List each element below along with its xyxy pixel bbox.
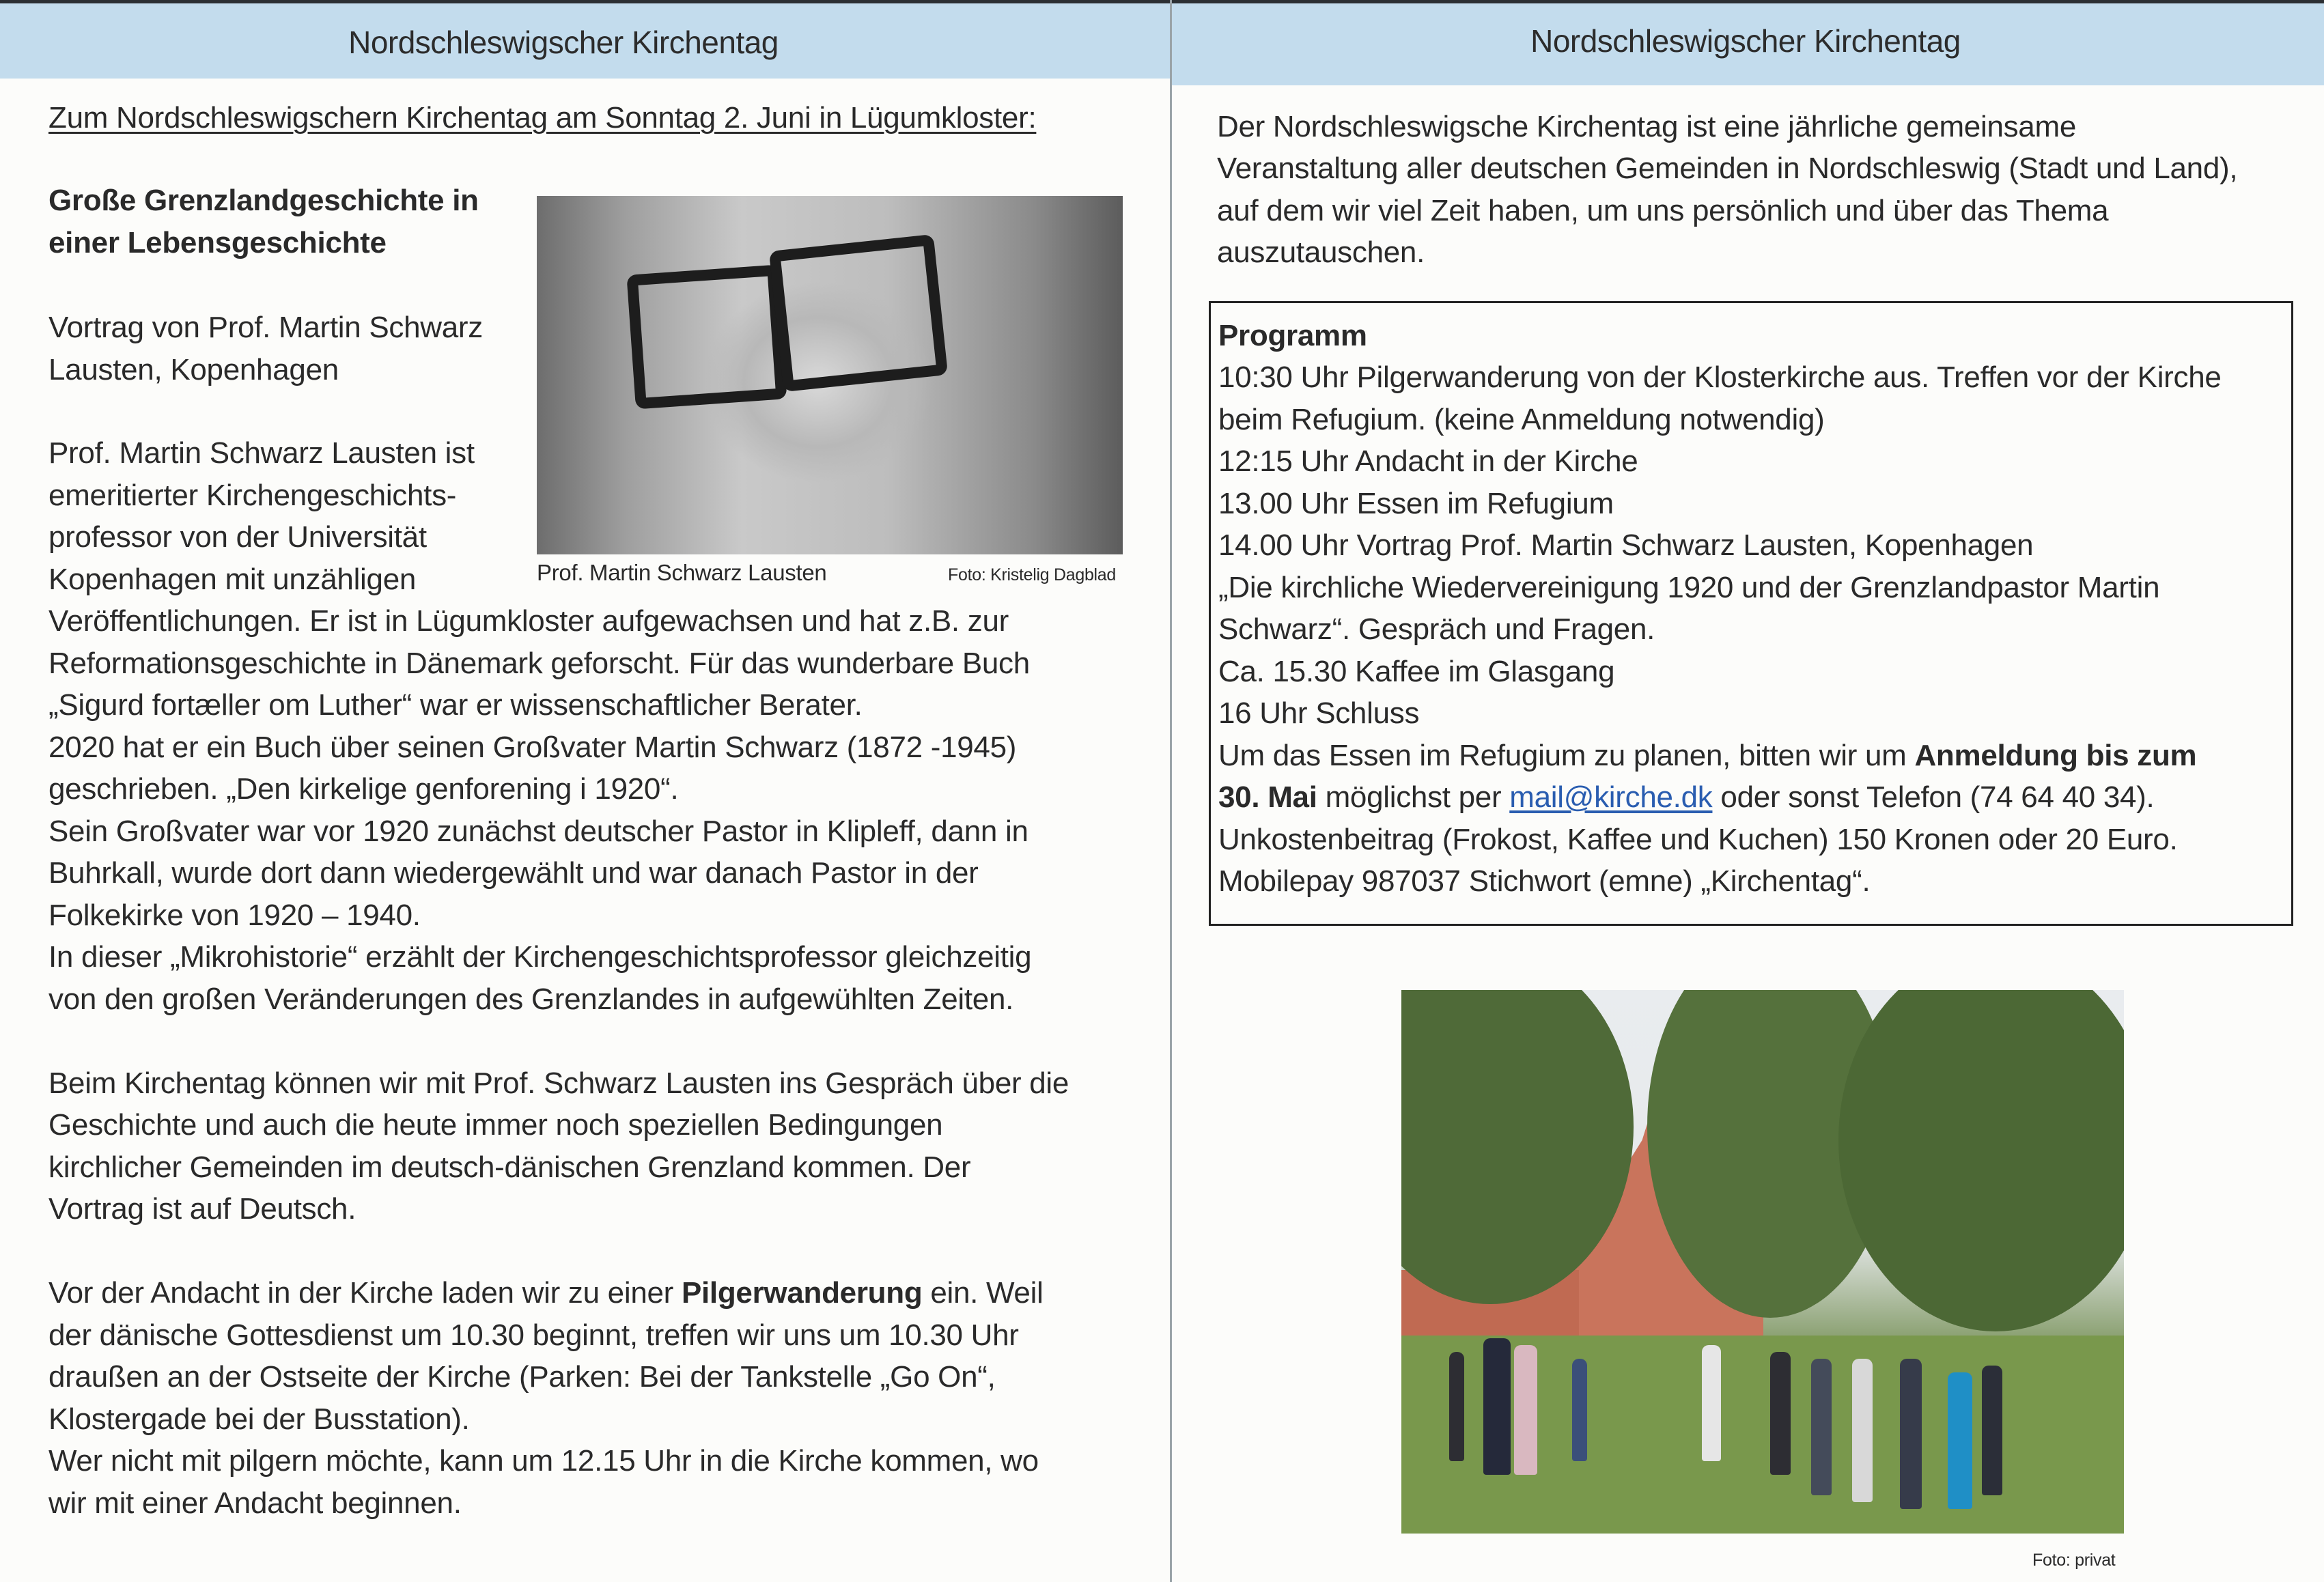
kirchentag-line: Vortrag ist auf Deutsch. [48, 1192, 356, 1226]
bio-line: In dieser „Mikrohistorie“ erzählt der Kirchengeschichtsprofessor gleichzeitig [48, 940, 1032, 974]
person [1982, 1366, 2002, 1495]
bio-line: „Sigurd fortæller om Luther“ war er wissenschaftlicher Berater. [48, 688, 863, 722]
bio-line: Reformationsgeschichte in Dänemark geforscht. Für das wunderbare Buch [48, 647, 1030, 680]
bio-line: Folkekirke von 1920 – 1940. [48, 899, 421, 932]
intro-line: auszutauschen. [1217, 236, 1425, 269]
mobilepay-line: Mobilepay 987037 Stichwort (emne) „Kirchentag“. [1218, 864, 1871, 898]
registration-phone: oder sonst Telefon (74 64 40 34). [1712, 780, 2155, 814]
bio-line: Buhrkall, wurde dort dann wiedergewählt und war danach Pastor in der [48, 856, 979, 890]
person [1852, 1359, 1873, 1502]
left-page [0, 3, 1171, 1582]
program-line: „Die kirchliche Wiedervereinigung 1920 und der Grenzlandpastor Martin [1218, 571, 2160, 604]
registration-line-1 [1218, 735, 2196, 777]
intro-heading: Zum Nordschleswigschern Kirchentag am Sonntag 2. Juni in Lügumkloster: [48, 101, 1037, 135]
person [1483, 1338, 1511, 1475]
program-line: Schwarz“. Gespräch und Fragen. [1218, 612, 1655, 646]
registration-text: Um das Essen im Refugium zu planen, bitten wir um [1218, 739, 1915, 772]
registration-date: 30. Mai [1218, 780, 1317, 814]
pilgrim-line: draußen an der Ostseite der Kirche (Parken: Bei der Tankstelle „Go On“, [48, 1360, 996, 1394]
portrait-caption: Prof. Martin Schwarz Lausten [537, 560, 827, 585]
kirchentag-line: Beim Kirchentag können wir mit Prof. Schwarz Lausten ins Gespräch über die [48, 1067, 1069, 1100]
bio-line: geschrieben. „Den kirkelige genforening i 1920“. [48, 772, 679, 806]
pilgrim-line: wir mit einer Andacht beginnen. [48, 1486, 462, 1520]
cost-line: Unkostenbeitrag (Frokost, Kaffee und Kuchen) 150 Kronen oder 20 Euro. [1218, 823, 2178, 856]
person [1514, 1345, 1537, 1475]
person [1900, 1359, 1922, 1509]
email-link[interactable]: mail@kirche.dk [1509, 780, 1713, 814]
church-group-photo [1401, 990, 2124, 1534]
glasses-left-lens [626, 264, 787, 409]
program-line: 16 Uhr Schluss [1218, 696, 1420, 730]
pilgrim-line-1 [48, 1272, 1044, 1314]
intro-line: auf dem wir viel Zeit haben, um uns persönlich und über das Thema [1217, 194, 2109, 227]
tree-right [1838, 990, 2124, 1331]
registration-line-2 [1218, 776, 2154, 819]
right-header-title: Nordschleswigscher Kirchentag [1530, 23, 1961, 59]
pilgrim-line: der dänische Gottesdienst um 10.30 beginnt, treffen wir uns um 10.30 Uhr [48, 1318, 1019, 1352]
pilgrim-line: Wer nicht mit pilgern möchte, kann um 12.15 Uhr in die Kirche kommen, wo [48, 1444, 1039, 1478]
bio-line: 2020 hat er ein Buch über seinen Großvater Martin Schwarz (1872 -1945) [48, 731, 1017, 764]
bio-line: Sein Großvater war vor 1920 zunächst deutscher Pastor in Klipleff, dann in [48, 815, 1028, 848]
glasses-right-lens [769, 234, 948, 392]
portrait-photo [537, 196, 1123, 554]
portrait-credit: Foto: Kristelig Dagblad [948, 565, 1117, 584]
program-line: Ca. 15.30 Kaffee im Glasgang [1218, 655, 1615, 688]
person [1572, 1359, 1587, 1461]
registration-text: möglichst per [1317, 780, 1510, 814]
program-box [1209, 301, 2293, 926]
byline-line-1: Vortrag von Prof. Martin Schwarz [48, 311, 483, 344]
bio-line: Veröffentlichungen. Er ist in Lügumkloster aufgewachsen und hat z.B. zur [48, 604, 1009, 638]
bio-line: professor von der Universität [48, 520, 427, 554]
pilgrim-bold: Pilgerwanderung [681, 1276, 923, 1310]
right-header-band [1172, 3, 2324, 85]
bio-line: Prof. Martin Schwarz Lausten ist [48, 436, 475, 470]
photo-credit: Foto: privat [2032, 1551, 2116, 1570]
article-title-line-1: Große Grenzlandgeschichte in [48, 184, 479, 217]
intro-line: Der Nordschleswigsche Kirchentag ist eine jährliche gemeinsame [1217, 110, 2077, 143]
bio-line: von den großen Veränderungen des Grenzlandes in aufgewühlten Zeiten. [48, 983, 1014, 1016]
pilgrim-text: Vor der Andacht in der Kirche laden wir zu einer [48, 1276, 682, 1310]
program-title: Programm [1218, 319, 1367, 352]
program-line: 13.00 Uhr Essen im Refugium [1218, 487, 1614, 520]
bio-line: Kopenhagen mit unzähligen [48, 563, 417, 596]
pilgrim-line: Klostergade bei der Busstation). [48, 1402, 470, 1436]
pilgrim-text: ein. Weil [922, 1276, 1044, 1310]
program-line: 10:30 Uhr Pilgerwanderung von der Klosterkirche aus. Treffen vor der Kirche [1218, 361, 2222, 394]
person [1449, 1352, 1464, 1461]
person [1702, 1345, 1721, 1461]
person [1770, 1352, 1791, 1475]
program-line: 14.00 Uhr Vortrag Prof. Martin Schwarz Lausten, Kopenhagen [1218, 528, 2034, 562]
left-header-band [0, 3, 1171, 79]
program-line: beim Refugium. (keine Anmeldung notwendig) [1218, 403, 1825, 436]
article-title-line-2: einer Lebensgeschichte [48, 226, 387, 259]
intro-line: Veranstaltung aller deutschen Gemeinden in Nordschleswig (Stadt und Land), [1217, 152, 2238, 185]
kirchentag-line: kirchlicher Gemeinden im deutsch-dänischen Grenzland kommen. Der [48, 1150, 971, 1184]
byline-line-2: Lausten, Kopenhagen [48, 353, 339, 386]
left-header-title: Nordschleswigscher Kirchentag [348, 25, 779, 60]
kirchentag-line: Geschichte und auch die heute immer noch speziellen Bedingungen [48, 1108, 943, 1142]
person [1948, 1372, 1972, 1509]
person [1811, 1359, 1832, 1495]
bio-line: emeritierter Kirchengeschichts- [48, 479, 457, 512]
registration-deadline: Anmeldung bis zum [1914, 739, 2197, 772]
program-line: 12:15 Uhr Andacht in der Kirche [1218, 444, 1638, 478]
